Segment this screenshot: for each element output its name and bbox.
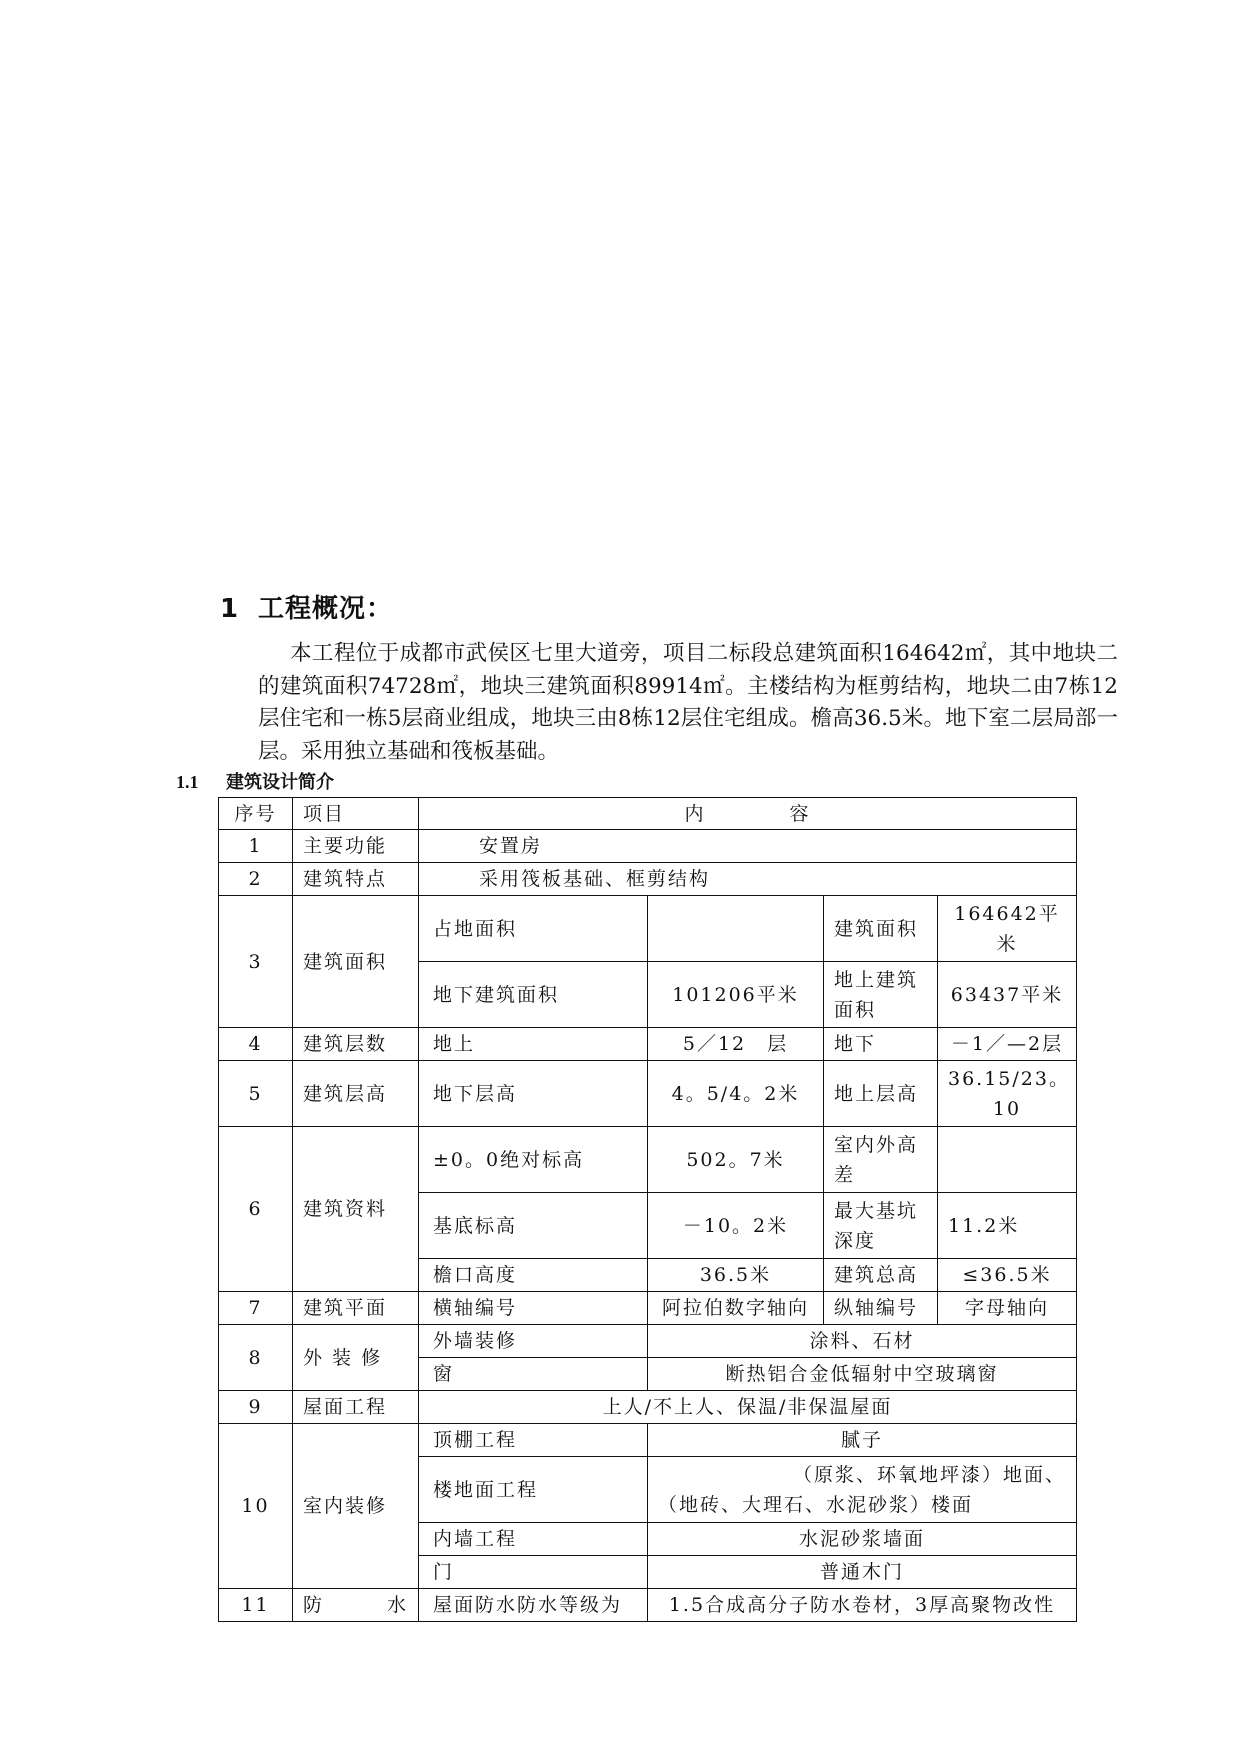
cell-value: 101206平米 [648,962,824,1028]
section-title: 工程概况： [258,594,394,624]
table-row [219,1127,1077,1193]
cell-value: 涂料、石材 [648,1325,1077,1358]
header-no: 序号 [219,798,293,830]
header-content: 内 容 [419,798,1077,830]
table-row [219,863,1077,896]
cell-label: 屋面防水防水等级为 [419,1589,648,1622]
cell-label: 地上 [419,1028,648,1061]
row-item: 外 装 修 [293,1325,419,1391]
subsection-number: 1.1 [176,772,199,792]
cell-label: 最大基坑深度 [824,1193,938,1259]
table-row [219,1325,1077,1358]
row-no: 1 [219,830,293,863]
cell-label: 地上层高 [824,1061,938,1127]
cell-value: 阿拉伯数字轴向 [648,1292,824,1325]
row-item: 建筑平面 [293,1292,419,1325]
cell-value: 63437平米 [938,962,1077,1028]
cell-label: 内墙工程 [419,1523,648,1556]
table-row [219,1391,1077,1424]
cell-value: 164642平米 [938,896,1077,962]
row-no: 11 [219,1589,293,1622]
cell-label: 门 [419,1556,648,1589]
table-row [219,896,1077,962]
cell-value: 502。7米 [648,1127,824,1193]
cell-value: 11.2米 [938,1193,1077,1259]
building-design-table [218,797,1077,1622]
row-no: 2 [219,863,293,896]
subsection-title: 建筑设计简介 [226,772,334,793]
header-item: 项目 [293,798,419,830]
table-row [219,1061,1077,1127]
row-item: 建筑面积 [293,896,419,1028]
table-header-row [219,798,1077,830]
row-item: 主要功能 [293,830,419,863]
floor-value-line-1: （原浆、环氧地坪漆）地面、 [793,1463,1067,1486]
cell-value: 断热铝合金低辐射中空玻璃窗 [648,1358,1077,1391]
cell-label: ±0。0绝对标高 [419,1127,648,1193]
cell-label: 地下 [824,1028,938,1061]
row-item: 建筑特点 [293,863,419,896]
cell-label: 基底标高 [419,1193,648,1259]
row-content: 采用筏板基础、框剪结构 [419,863,1077,896]
table-row [219,1589,1077,1622]
cell-label: 檐口高度 [419,1259,648,1292]
cell-label: 地下建筑面积 [419,962,648,1028]
cell-value [938,1127,1077,1193]
project-overview-paragraph: 本工程位于成都市武侯区七里大道旁，项目二标段总建筑面积164642㎡，其中地块二的建筑面积74728㎡，地块三建筑面积89914㎡。主楼结构为框剪结构，地块二由7栋12层住宅和一栋5层商业组成，地块三由8栋12层住宅组成。檐高36.5米。地下室二层局部一层。采用独立基础和筏板基础。 [258,641,1118,764]
row-no: 6 [219,1127,293,1292]
cell-label: 建筑总高 [824,1259,938,1292]
cell-value: －10。2米 [648,1193,824,1259]
row-item: 屋面工程 [293,1391,419,1424]
cell-label: 占地面积 [419,896,648,962]
cell-value: －1／—2层 [938,1028,1077,1061]
cell-label: 纵轴编号 [824,1292,938,1325]
subsection-heading [176,768,334,794]
cell-label: 室内外高差 [824,1127,938,1193]
cell-label: 地上建筑面积 [824,962,938,1028]
cell-value: 普通木门 [648,1556,1077,1589]
cell-label: 横轴编号 [419,1292,648,1325]
cell-label: 地下层高 [419,1061,648,1127]
table-row [219,830,1077,863]
cell-label: 顶棚工程 [419,1424,648,1457]
cell-value: 字母轴向 [938,1292,1077,1325]
cell-value [648,1457,1077,1523]
cell-label: 楼地面工程 [419,1457,648,1523]
cell-label: 窗 [419,1358,648,1391]
row-no: 9 [219,1391,293,1424]
row-no: 3 [219,896,293,1028]
row-no: 7 [219,1292,293,1325]
row-no: 4 [219,1028,293,1061]
cell-value: 4。5/4。2米 [648,1061,824,1127]
cell-value: 5／12 层 [648,1028,824,1061]
table-row [219,1028,1077,1061]
table-row [219,1292,1077,1325]
cell-label: 外墙装修 [419,1325,648,1358]
cell-value [648,896,824,962]
row-content: 上人/不上人、保温/非保温屋面 [419,1391,1077,1424]
cell-value: 腻子 [648,1424,1077,1457]
row-item: 防 水 [293,1589,419,1622]
row-no: 5 [219,1061,293,1127]
row-item: 室内装修 [293,1424,419,1589]
cell-value: ≤36.5米 [938,1259,1077,1292]
row-item: 建筑层高 [293,1061,419,1127]
cell-value: 36.15/23。10 [938,1061,1077,1127]
section-number: 1 [220,594,240,624]
row-no: 10 [219,1424,293,1589]
table-row [219,1424,1077,1457]
cell-value: 水泥砂浆墙面 [648,1523,1077,1556]
section-heading [220,588,393,625]
row-item: 建筑资料 [293,1127,419,1292]
cell-value: 36.5米 [648,1259,824,1292]
row-item: 建筑层数 [293,1028,419,1061]
cell-label: 建筑面积 [824,896,938,962]
floor-value-line-2: （地砖、大理石、水泥砂浆）楼面 [658,1493,974,1516]
row-content: 安置房 [419,830,1077,863]
row-no: 8 [219,1325,293,1391]
cell-value: 1.5合成高分子防水卷材，3厚高聚物改性 [648,1589,1077,1622]
